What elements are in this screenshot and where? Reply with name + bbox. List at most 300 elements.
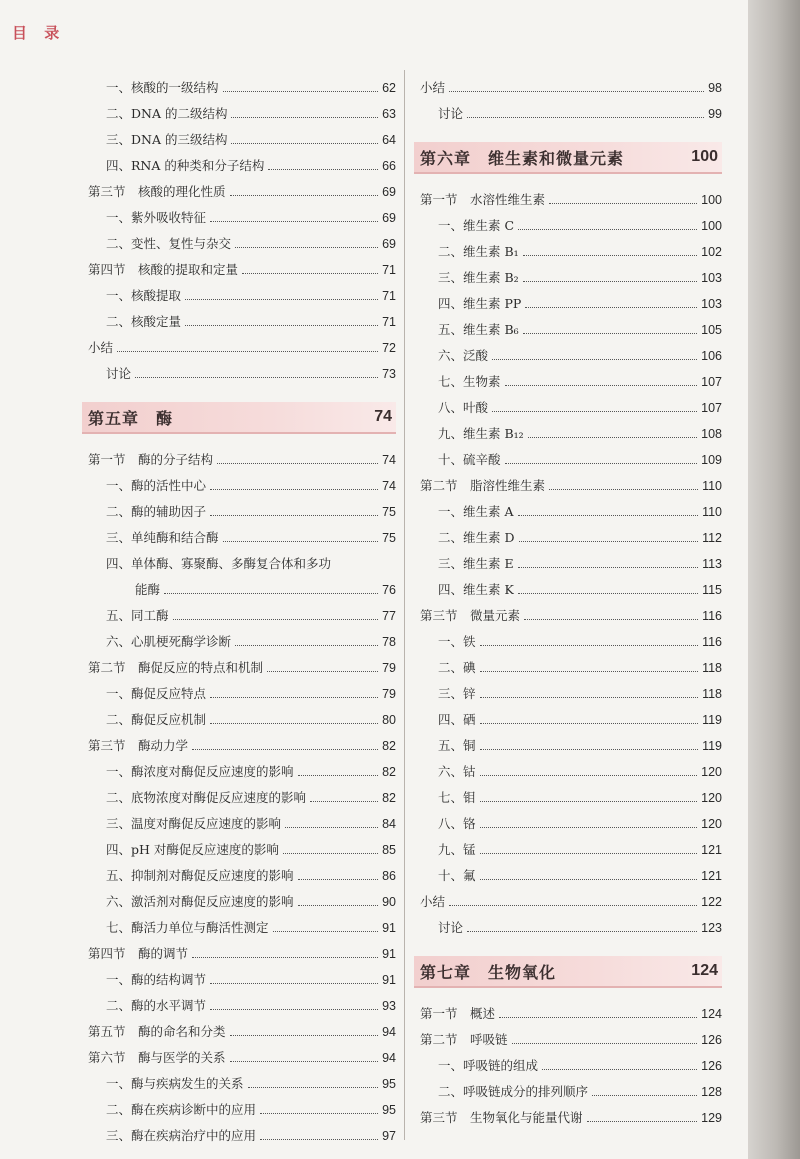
toc-entry-text: 第一节 概述 [420,1006,496,1021]
toc-entry-page: 82 [382,739,396,753]
toc-entry-page: 116 [702,635,722,649]
toc-entry[interactable] [88,278,396,304]
toc-entry-page: 124 [701,1007,722,1021]
dot-leader [210,723,378,724]
toc-entry-text: 一、铁 [438,634,476,649]
toc-entry-page: 120 [701,765,722,779]
toc-entry-text: 八、叶酸 [438,400,489,415]
toc-entry[interactable] [88,702,396,728]
dot-leader [518,515,699,516]
toc-entry-page: 108 [701,427,722,441]
toc-entry[interactable] [420,806,722,832]
toc-entry-page: 69 [382,185,396,199]
toc-entry[interactable] [420,364,722,390]
right-column [420,70,722,1126]
toc-entry-text: 四、pH 对酶促反应速度的影响 [106,842,279,857]
toc-entry-text: 四、硒 [438,712,476,727]
toc-entry[interactable] [88,468,396,494]
toc-section-entry[interactable] [88,728,396,754]
toc-entry-text: 第二节 脂溶性维生素 [420,478,546,493]
dot-leader [549,489,698,490]
toc-entry-text: 第二节 酶促反应的特点和机制 [88,660,264,675]
dot-leader [542,1069,697,1070]
dot-leader [492,359,697,360]
toc-section-entry[interactable] [420,996,722,1022]
toc-entry-text: 五、维生素 B₆ [438,322,519,337]
toc-entry-text: 第三节 酶动力学 [88,738,189,753]
toc-section-entry[interactable] [420,884,722,910]
dot-leader [480,775,698,776]
toc-entry-text: 九、维生素 B₁₂ [438,426,524,441]
toc-entry[interactable] [420,728,722,754]
dot-leader [480,749,699,750]
toc-entry-page: 120 [701,817,722,831]
toc-entry-text: 小结 [420,894,446,909]
dot-leader [164,593,378,594]
dot-leader [217,463,378,464]
toc-section-entry[interactable] [88,650,396,676]
dot-leader [298,879,379,880]
toc-entry-page: 115 [702,583,722,597]
right-before-list [420,70,722,122]
toc-entry-page: 109 [701,453,722,467]
toc-section-entry[interactable] [88,252,396,278]
toc-entry-page: 71 [382,315,396,329]
toc-entry-page: 84 [382,817,396,831]
toc-entry-text: 六、泛酸 [438,348,489,363]
toc-entry[interactable] [88,1066,396,1092]
toc-entry[interactable] [88,624,396,650]
toc-entry[interactable] [88,806,396,832]
toc-entry-text: 第一节 水溶性维生素 [420,192,546,207]
right-ch6-list [420,182,722,936]
dot-leader [518,593,698,594]
chapter-page: 74 [374,408,392,425]
toc-entry[interactable] [88,96,396,122]
dot-leader [523,281,697,282]
toc-entry-text: 二、碘 [438,660,476,675]
toc-entry[interactable] [88,520,396,546]
toc-entry[interactable] [420,676,722,702]
dot-leader [523,255,697,256]
left-before-list [88,70,396,382]
chapter-6-heading[interactable] [414,142,722,174]
toc-entry-page: 97 [382,1129,396,1143]
toc-entry-text: 三、锌 [438,686,476,701]
page-edge-shadow [748,0,800,1159]
dot-leader [480,827,698,828]
dot-leader [210,515,378,516]
toc-entry-text: 一、紫外吸收特征 [106,210,207,225]
dot-leader [210,1009,378,1010]
toc-entry-text: 讨论 [438,920,464,935]
toc-entry[interactable] [88,226,396,252]
dot-leader [518,229,697,230]
toc-section-entry[interactable] [420,598,722,624]
toc-entry-page: 93 [382,999,396,1013]
chapter-7-heading[interactable] [414,956,722,988]
dot-leader [587,1121,698,1122]
toc-section-entry[interactable] [88,330,396,356]
toc-entry-page: 129 [701,1111,722,1125]
dot-leader [260,1113,378,1114]
left-after-list [88,442,396,546]
toc-entry-text: 第四节 酶的调节 [88,946,189,961]
toc-entry-text: 二、底物浓度对酶促反应速度的影响 [106,790,307,805]
toc-entry[interactable] [88,988,396,1014]
dot-leader [223,541,379,542]
chapter-title: 第七章 生物氧化 [420,962,557,982]
toc-entry-text: 二、维生素 B₁ [438,244,519,259]
toc-entry-text: 第三节 生物氧化与能量代谢 [420,1110,583,1125]
toc-entry-text: 十、硫辛酸 [438,452,501,467]
toc-entry-text: 五、抑制剂对酶促反应速度的影响 [106,868,294,883]
toc-entry-page: 107 [701,401,722,415]
dot-leader [505,463,698,464]
dot-leader [499,1017,697,1018]
chapter-page: 124 [691,962,718,979]
toc-entry-text: 一、核酸的一级结构 [106,80,219,95]
dot-leader [480,723,699,724]
dot-leader [117,351,378,352]
toc-entry-text: 三、温度对酶促反应速度的影响 [106,816,282,831]
toc-entry-page: 119 [702,739,722,753]
column-divider [404,70,405,1140]
toc-entry[interactable] [420,208,722,234]
toc-entry[interactable] [88,304,396,330]
toc-entry-page: 126 [701,1033,722,1047]
toc-entry-text: 四、维生素 PP [438,296,522,311]
dot-leader [480,801,698,802]
toc-entry[interactable] [420,520,722,546]
dot-leader [492,411,697,412]
toc-entry-text: 五、铜 [438,738,476,753]
toc-entry-text: 第一节 酶的分子结构 [88,452,214,467]
toc-entry-text: 七、酶活力单位与酶活性测定 [106,920,269,935]
toc-entry-text: 二、DNA 的二级结构 [106,106,228,121]
toc-entry[interactable] [88,122,396,148]
toc-entry-text: 一、酶的结构调节 [106,972,207,987]
toc-entry-text: 七、生物素 [438,374,501,389]
toc-entry-page: 102 [701,245,722,259]
toc-entry[interactable] [88,858,396,884]
toc-entry[interactable] [88,1092,396,1118]
toc-entry[interactable] [88,780,396,806]
toc-section-entry[interactable] [420,70,722,96]
page-header: 目 录 [12,24,66,42]
toc-entry-text: 讨论 [106,366,132,381]
toc-section-entry[interactable] [88,1040,396,1066]
dot-leader [235,645,378,646]
dot-leader [480,697,699,698]
toc-entry[interactable] [88,754,396,780]
toc-entry[interactable] [420,312,722,338]
toc-entry-text: 第二节 呼吸链 [420,1032,508,1047]
dot-leader [480,645,699,646]
toc-entry[interactable] [420,858,722,884]
right-ch7-list [420,996,722,1126]
toc-entry-line2 [88,572,396,598]
dot-leader [268,169,378,170]
dot-leader [518,567,698,568]
dot-leader [449,905,697,906]
toc-entry-page: 82 [382,765,396,779]
toc-entry-page: 73 [382,367,396,381]
dot-leader [173,619,379,620]
dot-leader [480,853,698,854]
toc-entry-text: 三、酶在疾病治疗中的应用 [106,1128,257,1143]
toc-entry-page: 94 [382,1051,396,1065]
toc-entry-page: 118 [702,687,722,701]
dot-leader [210,983,378,984]
toc-entry[interactable] [88,356,396,382]
dot-leader [283,853,378,854]
dot-leader [549,203,697,204]
toc-entry[interactable] [88,832,396,858]
toc-entry[interactable] [420,96,722,122]
dot-leader [480,879,698,880]
toc-entry-page: 91 [382,921,396,935]
toc-entry-page: 107 [701,375,722,389]
toc-section-entry[interactable] [420,1100,722,1126]
toc-entry-page: 79 [382,687,396,701]
toc-entry-page: 98 [708,81,722,95]
chapter-title: 第五章 酶 [88,408,174,428]
dot-leader [210,221,378,222]
toc-entry-page: 86 [382,869,396,883]
dot-leader [192,749,378,750]
dot-leader [285,827,378,828]
toc-entry-text: 三、DNA 的三级结构 [106,132,228,147]
toc-entry[interactable] [420,832,722,858]
toc-entry-text: 小结 [420,80,446,95]
toc-entry-page: 63 [382,107,396,121]
toc-entry-text: 二、酶的辅助因子 [106,504,207,519]
toc-entry-page: 69 [382,237,396,251]
dot-leader [512,1043,698,1044]
toc-entry-page: 105 [701,323,722,337]
dot-leader [231,117,378,118]
toc-entry[interactable] [88,598,396,624]
dot-leader [524,619,698,620]
toc-entry-text: 七、钼 [438,790,476,805]
dot-leader [523,333,697,334]
toc-entry-page: 118 [702,661,722,675]
toc-entry[interactable] [420,234,722,260]
dot-leader [528,437,697,438]
toc-section-entry[interactable] [420,182,722,208]
toc-entry[interactable] [88,200,396,226]
toc-entry-text: 一、呼吸链的组成 [438,1058,539,1073]
toc-entry-page: 120 [701,791,722,805]
toc-entry-page: 66 [382,159,396,173]
toc-entry[interactable] [88,962,396,988]
toc-entry-text: 二、变性、复性与杂交 [106,236,232,251]
toc-entry[interactable] [420,572,722,598]
toc-entry-page: 90 [382,895,396,909]
toc-entry[interactable] [420,780,722,806]
dot-leader [192,957,378,958]
dot-leader [592,1095,697,1096]
toc-entry-page: 121 [701,869,722,883]
dot-leader [505,385,698,386]
toc-entry[interactable] [88,884,396,910]
toc-entry-page: 122 [701,895,722,909]
toc-entry-page: 76 [382,583,396,597]
dot-leader [525,307,697,308]
toc-entry-text: 一、酶与疾病发生的关系 [106,1076,244,1091]
toc-entry-wrapped[interactable] [88,546,396,598]
toc-section-entry[interactable] [88,936,396,962]
toc-entry-text: 二、酶的水平调节 [106,998,207,1013]
dot-leader [260,1139,378,1140]
dot-leader [230,1061,379,1062]
toc-entry-page: 91 [382,947,396,961]
toc-entry-page: 75 [382,531,396,545]
left-after2-list [88,598,396,1144]
toc-entry[interactable] [420,390,722,416]
toc-entry-page: 113 [702,557,722,571]
toc-entry-page: 95 [382,1077,396,1091]
toc-section-entry[interactable] [88,1014,396,1040]
dot-leader [230,1035,379,1036]
toc-entry-text: 一、酶促反应特点 [106,686,207,701]
dot-leader [310,801,378,802]
dot-leader [298,905,379,906]
chapter-5-heading[interactable] [82,402,396,434]
toc-entry[interactable] [88,70,396,96]
toc-entry-text-line1: 四、单体酶、寡聚酶、多酶复合体和多功 [106,556,332,571]
toc-entry-page: 74 [382,453,396,467]
toc-entry-text: 二、酶促反应机制 [106,712,207,727]
toc-entry[interactable] [420,910,722,936]
dot-leader [135,377,378,378]
toc-entry-page: 110 [702,479,722,493]
toc-entry-page: 126 [701,1059,722,1073]
toc-entry[interactable] [420,260,722,286]
toc-entry-text: 一、酶的活性中心 [106,478,207,493]
toc-entry[interactable] [88,910,396,936]
dot-leader [467,117,704,118]
chapter-page: 100 [691,148,718,165]
toc-entry-text: 一、维生素 A [438,504,514,519]
toc-section-entry[interactable] [88,174,396,200]
toc-entry[interactable] [420,494,722,520]
toc-entry-text: 第三节 微量元素 [420,608,521,623]
toc-entry-text: 三、维生素 E [438,556,514,571]
toc-entry[interactable] [420,754,722,780]
toc-entry[interactable] [420,442,722,468]
toc-entry[interactable] [420,702,722,728]
toc-entry[interactable] [88,676,396,702]
toc-entry-page: 79 [382,661,396,675]
toc-entry-page: 62 [382,81,396,95]
toc-entry[interactable] [420,1048,722,1074]
toc-entry[interactable] [420,1074,722,1100]
dot-leader [185,299,378,300]
toc-entry[interactable] [88,494,396,520]
toc-entry[interactable] [420,624,722,650]
toc-entry-page: 121 [701,843,722,857]
toc-entry-page: 69 [382,211,396,225]
toc-entry-page: 64 [382,133,396,147]
toc-entry[interactable] [88,1118,396,1144]
toc-entry-page: 74 [382,479,396,493]
toc-entry[interactable] [420,286,722,312]
toc-entry[interactable] [420,546,722,572]
toc-entry-page: 80 [382,713,396,727]
toc-entry[interactable] [420,416,722,442]
toc-entry-page: 77 [382,609,396,623]
toc-section-entry[interactable] [420,1022,722,1048]
toc-entry-page: 112 [702,531,722,545]
toc-entry-text: 二、呼吸链成分的排列顺序 [438,1084,589,1099]
dot-leader [467,931,697,932]
toc-entry-text: 六、激活剂对酶促反应速度的影响 [106,894,294,909]
toc-entry-text: 二、酶在疾病诊断中的应用 [106,1102,257,1117]
toc-entry-text: 二、核酸定量 [106,314,182,329]
left-column [88,70,396,1144]
toc-entry-page: 71 [382,263,396,277]
toc-section-entry[interactable] [88,442,396,468]
toc-entry[interactable] [420,650,722,676]
toc-entry-page: 99 [708,107,722,121]
toc-entry-page: 103 [701,271,722,285]
toc-entry-text: 第六节 酶与医学的关系 [88,1050,226,1065]
chapter-title: 第六章 维生素和微量元素 [420,148,625,168]
toc-entry-text: 六、钴 [438,764,476,779]
toc-entry-text: 小结 [88,340,114,355]
toc-entry-page: 103 [701,297,722,311]
toc-entry-text: 一、核酸提取 [106,288,182,303]
dot-leader [231,143,378,144]
toc-entry-page: 78 [382,635,396,649]
dot-leader [449,91,704,92]
toc-entry[interactable] [420,338,722,364]
toc-entry-text: 三、维生素 B₂ [438,270,519,285]
toc-entry-text: 一、酶浓度对酶促反应速度的影响 [106,764,294,779]
dot-leader [210,489,378,490]
toc-entry-text: 二、维生素 D [438,530,515,545]
toc-entry-text: 五、同工酶 [106,608,169,623]
dot-leader [267,671,378,672]
toc-entry-text: 讨论 [438,106,464,121]
toc-entry-text: 第四节 核酸的提取和定量 [88,262,239,277]
toc-entry-page: 100 [701,219,722,233]
toc-entry[interactable] [88,148,396,174]
toc-entry-text: 三、单纯酶和结合酶 [106,530,219,545]
toc-entry-text-line2: 能酶 [135,582,161,597]
toc-entry-page: 110 [702,505,722,519]
toc-entry-page: 91 [382,973,396,987]
toc-entry-text: 十、氟 [438,868,476,883]
toc-section-entry[interactable] [420,468,722,494]
dot-leader [210,697,378,698]
dot-leader [235,247,378,248]
toc-entry-page: 95 [382,1103,396,1117]
toc-entry-text: 九、锰 [438,842,476,857]
dot-leader [230,195,379,196]
toc-entry-text: 第五节 酶的命名和分类 [88,1024,226,1039]
toc-entry-page: 82 [382,791,396,805]
dot-leader [298,775,379,776]
toc-entry-text: 一、维生素 C [438,218,515,233]
toc-entry-text: 第三节 核酸的理化性质 [88,184,226,199]
toc-entry-text: 四、维生素 K [438,582,514,597]
toc-entry-text: 八、铬 [438,816,476,831]
toc-entry-page: 75 [382,505,396,519]
dot-leader [185,325,378,326]
